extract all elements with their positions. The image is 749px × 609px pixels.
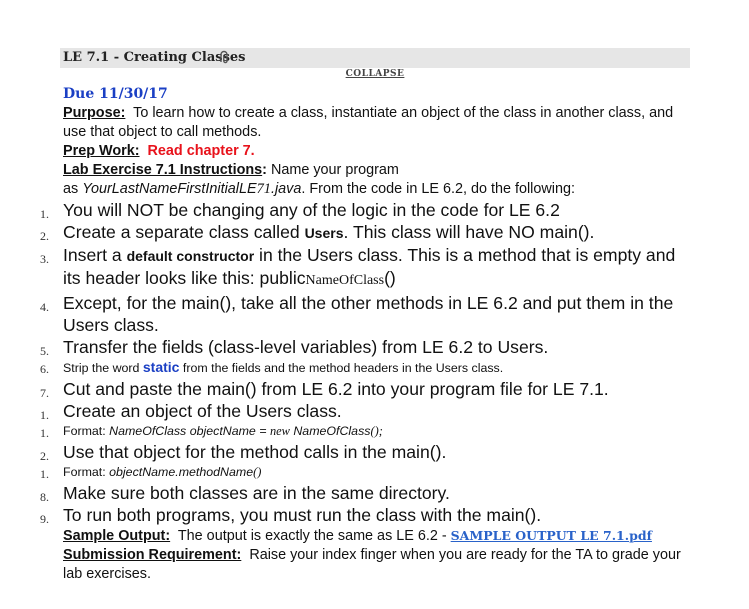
steps-list bbox=[40, 199, 690, 526]
list-item: 5. Transfer the fields (class-level variables) from LE 6.2 to Users. bbox=[40, 337, 549, 358]
section-header bbox=[60, 48, 690, 68]
list-item: 9. To run both programs, you must run the class with the main(). bbox=[40, 505, 542, 526]
prep-paragraph bbox=[63, 142, 690, 161]
list-item: 1. Format: objectName.methodName() bbox=[40, 465, 262, 481]
program-filename-num: 71 bbox=[256, 181, 271, 197]
prep-text: Read chapter 7. bbox=[147, 143, 255, 159]
instructions-colon: : bbox=[262, 162, 267, 178]
lab-exercise-panel bbox=[40, 48, 690, 584]
instructions-text2a: as bbox=[63, 181, 83, 197]
list-item: 1. Create an object of the Users class. bbox=[40, 401, 342, 422]
program-filename: YourLastNameFirstInitialLE bbox=[82, 181, 257, 197]
list-item: 1. You will NOT be changing any of the logic in the code for LE 6.2 bbox=[40, 200, 560, 221]
instructions-text1: Name your program bbox=[270, 162, 399, 178]
purpose-label: Purpose: bbox=[63, 105, 126, 121]
list-item: 4. Except, for the main(), take all the other methods in LE 6.2 and put them in the Users class. bbox=[40, 293, 674, 335]
submission-label: Submission Requirement: bbox=[63, 547, 242, 563]
list-item: 2. Use that object for the method calls in the main(). bbox=[40, 442, 447, 463]
section-title: LE 7.1 - Creating Classes bbox=[63, 50, 246, 65]
prep-label: Prep Work: bbox=[63, 143, 140, 159]
purpose-text: To learn how to create a class, instantiate an object of the class in another class, and use that object to call methods. bbox=[63, 105, 674, 140]
instructions-label: Lab Exercise 7.1 Instructions bbox=[63, 162, 263, 178]
list-item: 8. Make sure both classes are in the same directory. bbox=[40, 483, 450, 504]
instructions-text2b: . From the code in LE 6.2, do the following: bbox=[301, 181, 575, 197]
list-item: 3. Insert a default constructor in the Users class. This is a method that is empty and its header looks like this: publicNameOfClass() bbox=[40, 245, 676, 288]
program-filename-ext: .java bbox=[270, 181, 302, 197]
sample-output-label: Sample Output: bbox=[63, 528, 171, 544]
submission-text: Raise your index finger when you are ready for the TA to grade your lab exercises. bbox=[63, 547, 681, 582]
lab-content bbox=[40, 85, 690, 584]
attachment-icon[interactable] bbox=[217, 50, 231, 66]
list-item: 2. Create a separate class called Users. This class will have NO main(). bbox=[40, 222, 595, 243]
sample-output-link[interactable]: SAMPLE OUTPUT LE 7.1.pdf bbox=[450, 528, 652, 543]
list-item: 7. Cut and paste the main() from LE 6.2 into your program file for LE 7.1. bbox=[40, 379, 609, 400]
due-date: Due 11/30/17 bbox=[63, 86, 168, 102]
list-item: 6. Strip the word static from the fields and the method headers in the Users class. bbox=[40, 359, 504, 376]
collapse-link[interactable]: COLLAPSE bbox=[345, 69, 405, 79]
submission-paragraph bbox=[63, 546, 690, 584]
list-item: 1. Format: NameOfClass objectName = new NameOfClass(); bbox=[40, 424, 383, 440]
sample-output-text: The output is exactly the same as LE 6.2 - bbox=[177, 528, 451, 544]
instructions-paragraph bbox=[63, 161, 690, 199]
sample-output-paragraph bbox=[63, 526, 690, 546]
purpose-paragraph bbox=[63, 104, 690, 142]
